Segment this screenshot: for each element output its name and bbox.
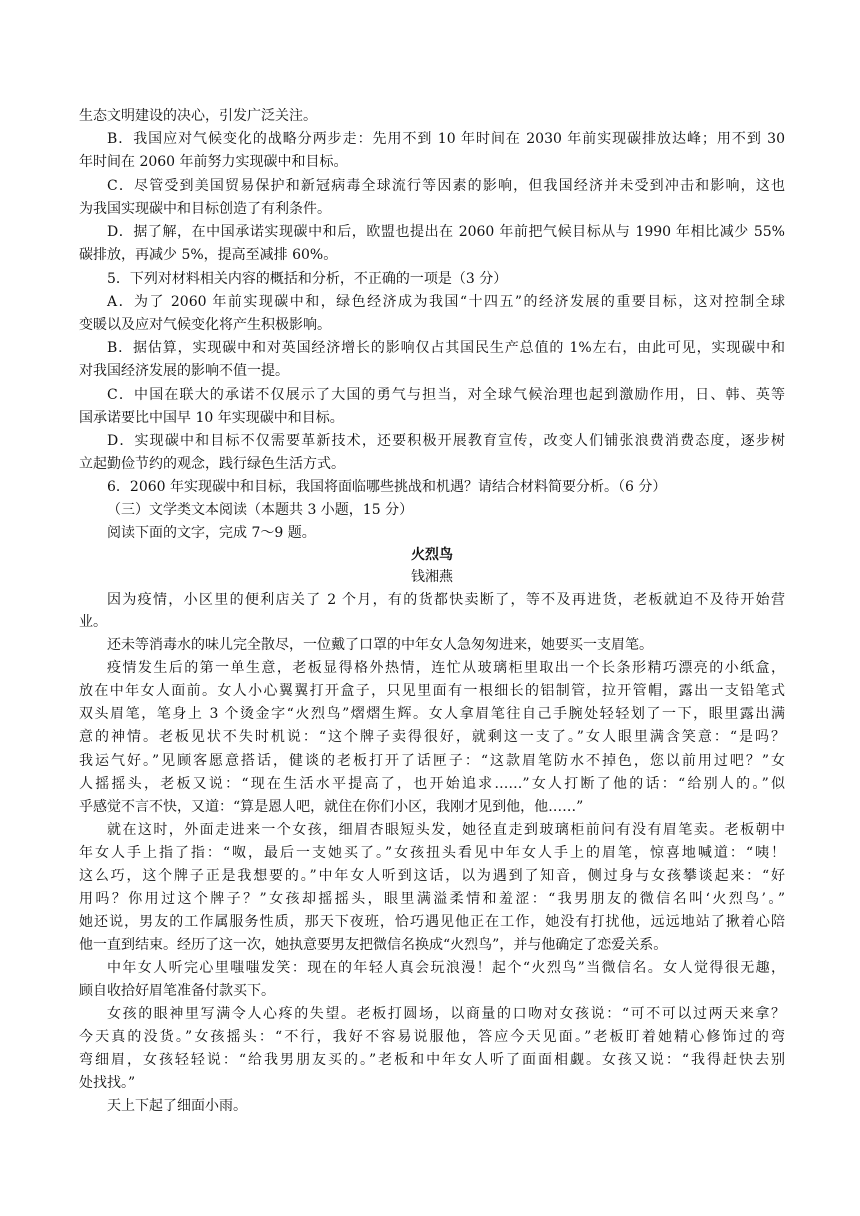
text-line: 乎感觉不言不快，又道：“算是恩人吧，就住在你们小区，我刚才见到他，他……” [79,799,584,815]
text-line: 双头眉笔，笔身上 3 个烫金字“火烈鸟”熠熠生辉。女人拿眉笔往自己手腕处轻轻划了一下，眼里露出满 [79,706,785,722]
text-line: B．据估算，实现碳中和对英国经济增长的影响仅占其国民生产总值的 1%左右，由此可见，实现碳中和 [107,340,785,356]
text-line: 她还说，男友的工作属服务性质，那天下夜班，恰巧遇见他正在工作，她没有打扰他，远远地站了揪着心陪 [79,914,785,930]
article-author: 钱湘燕 [411,569,453,585]
text-line: 还未等消毒水的味儿完全散尽，一位戴了口罩的中年女人急匆匆进来，她要买一支眉笔。 [107,637,653,653]
text-line: 我运气好。”见顾客愿意搭话，健谈的老板打开了话匣子：“这款眉笔防水不掉色，您以前用过吧？”女 [79,753,785,769]
text-line: 这么巧，这个牌子正是我想要的。”中年女人听到这话，以为遇到了知音，侧过身与女孩攀谈起来：“好 [79,868,785,884]
text-line: 对我国经济发展的影响不值一提。 [79,363,289,379]
text-line: 天上下起了细面小雨。 [107,1098,247,1114]
text-line: D．据了解，在中国承诺实现碳中和后，欧盟也提出在 2060 年前把气候目标从与 1990 年相比减少 55% [107,224,785,240]
article-title: 火烈鸟 [411,547,453,563]
text-line: D．实现碳中和目标不仅需要革新技术，还要积极开展教育宣传，改变人们铺张浪费消费态度，逐步树 [107,433,785,449]
text-line: 就在这时，外面走进来一个女孩，细眉杏眼短头发，她径直走到玻璃柜前问有没有眉笔卖。老板朝中 [107,822,785,838]
text-line: 顾自收拾好眉笔准备付款买下。 [79,983,275,999]
text-line: 阅读下面的文字，完成 7～9 题。 [107,525,316,541]
text-line: C．中国在联大的承诺不仅展示了大国的勇气与担当，对全球气候治理也起到激励作用，日、韩、英等 [107,387,785,403]
text-line: 立起勤俭节约的观念，践行绿色生活方式。 [79,456,345,472]
text-line: 业。 [79,614,107,630]
text-line: 为我国实现碳中和目标创造了有利条件。 [79,201,331,217]
text-line: A．为了 2060 年前实现碳中和，绿色经济成为我国“十四五”的经济发展的重要目标，这对控制全球 [107,294,785,310]
text-line: 疫情发生后的第一单生意，老板显得格外热情，连忙从玻璃柜里取出一个长条形精巧漂亮的小纸盒， [107,660,785,676]
text-line: 生态文明建设的决心，引发广泛关注。 [79,108,317,124]
text-line: 放在中年女人面前。女人小心翼翼打开盒子，只见里面有一根细长的铝制管，拉开管帽，露出一支铅笔式 [79,683,785,699]
text-line: 国承诺要比中国早 10 年实现碳中和目标。 [79,410,344,426]
text-line: 年时间在 2060 年前努力实现碳中和目标。 [79,154,348,170]
text-line: 因为疫情，小区里的便利店关了 2 个月，有的货都快卖断了，等不及再进货，老板就迫不及待开始营 [107,592,785,608]
text-line: 年女人手上指了指：“呶，最后一支她买了。”女孩扭头看见中年女人手上的眉笔，惊喜地喊道：“咦！ [79,845,785,861]
text-line: 5．下列对材料相关内容的概括和分析，不正确的一项是（3 分） [107,271,508,287]
text-line: 中年女人听完心里嗤嗤发笑：现在的年轻人真会玩浪漫！起个“火烈鸟”当微信名。女人觉得很无趣， [107,960,785,976]
text-line: 女孩的眼神里写满令人心疼的失望。老板打圆场，以商量的口吻对女孩说：“可不可以过两天来拿？ [107,1006,785,1022]
text-line: 人摇摇头，老板又说：“现在生活水平提高了，也开始追求……”女人打断了他的话：“给别人的。”似 [79,776,785,792]
text-line: 碳排放，再减少 5%，提高至减排 60%。 [79,247,338,263]
text-line: 今天真的没货。”女孩摇头：“不行，我好不容易说服他，答应今天见面。”老板盯着她精心修饰过的弯 [79,1029,785,1045]
text-line: 用吗？你用过这个牌子？”女孩却摇摇头，眼里满溢柔情和羞涩：“我男朋友的微信名叫‘火烈鸟’。” [79,891,785,907]
text-line: 他一直到结束。经历了这一次，她执意要男友把微信名换成“火烈鸟”，并与他确定了恋爱关系。 [79,937,668,953]
text-line: 处找找。” [79,1075,136,1091]
text-line: 弯细眉，女孩轻轻说：“给我男朋友买的。”老板和中年女人听了面面相觑。女孩又说：“我得赶快去别 [79,1052,785,1068]
text-line: 意的神情。老板见状不失时机说：“这个牌子卖得很好，就剩这一支了。”女人眼里满含笑意：“是吗？ [79,729,785,745]
text-line: （三）文学类文本阅读（本题共 3 小题，15 分） [107,502,414,518]
text-line: 6．2060 年实现碳中和目标，我国将面临哪些挑战和机遇？请结合材料简要分析。（6 分） [107,479,667,495]
text-line: C．尽管受到美国贸易保护和新冠病毒全球流行等因素的影响，但我国经济并未受到冲击和影响，这也 [107,178,785,194]
text-line: B．我国应对气候变化的战略分两步走：先用不到 10 年时间在 2030 年前实现碳排放达峰；用不到 30 [107,131,785,147]
text-line: 变暖以及应对气候变化将产生积极影响。 [79,317,331,333]
